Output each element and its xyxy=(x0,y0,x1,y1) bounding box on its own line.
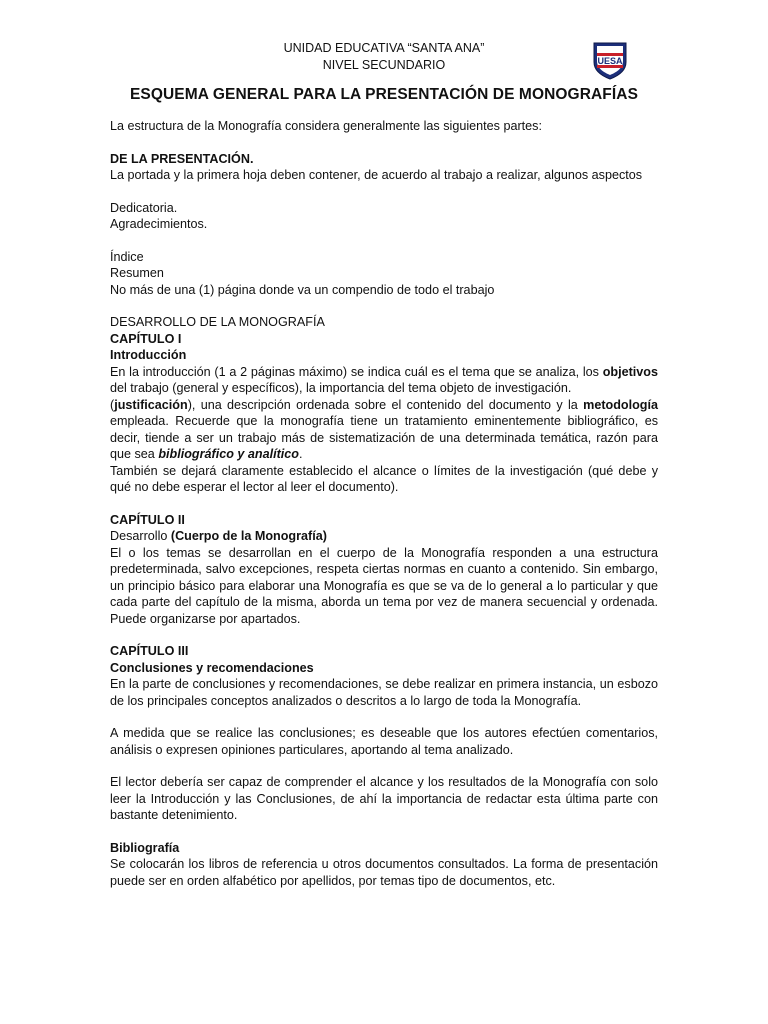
presentation-heading: DE LA PRESENTACIÓN. xyxy=(110,151,254,166)
intro-paragraph: La estructura de la Monografía considera generalmente las siguientes partes: xyxy=(110,119,542,133)
school-level: NIVEL SECUNDARIO xyxy=(322,58,446,72)
bibliography-text: Se colocarán los libros de referencia u otros documentos consultados. La forma de presentación puede ser en orden alfabético por apellidos, por temas tipo de documentos, etc. xyxy=(110,857,658,888)
chapter3-paragraph-3: El lector debería ser capaz de comprender el alcance y los resultados de la Monografía con solo leer la Introducción y las Conclusiones, de ahí la importancia de redactar esta última parte con bastante detenimiento. xyxy=(110,775,658,822)
chapter3-paragraph-1: En la parte de conclusiones y recomendaciones, se debe realizar en primera instancia, un esbozo de los principales conceptos analizados o descritos a lo largo de toda la Monografía. xyxy=(110,677,658,708)
summary-text: No más de una (1) página donde va un compendio de todo el trabajo xyxy=(110,282,495,297)
chapter1-label: CAPÍTULO I xyxy=(110,331,182,346)
logo-text: UESA xyxy=(597,56,623,66)
chapter2-heading: Desarrollo (Cuerpo de la Monografía) xyxy=(110,529,327,543)
document-title: ESQUEMA GENERAL PARA LA PRESENTACIÓN DE MONOGRAFÍAS xyxy=(129,86,639,103)
presentation-text: La portada y la primera hoja deben contener, de acuerdo al trabajo a realizar, algunos aspectos xyxy=(110,168,643,182)
dedication-item: Dedicatoria. xyxy=(110,200,178,215)
chapter2-text: El o los temas se desarrollan en el cuerpo de la Monografía responden a una estructura predeterminada, salvo excepciones, respeta ciertas normas en cuanto a contenido. Sin embargo, un principio básico para elaborar una Monografía es que se va de lo general a lo particular y que cada parte del capítulo de la misma, aborda un tema por vez de manera secuencial y ordenada. Puede organizarse por apartados. xyxy=(110,545,658,626)
school-name: UNIDAD EDUCATIVA “SANTA ANA” xyxy=(283,41,485,55)
index-item: Índice xyxy=(110,249,144,264)
development-heading: DESARROLLO DE LA MONOGRAFÍA xyxy=(110,315,325,329)
chapter3-paragraph-2: A medida que se realice las conclusiones; es deseable que los autores efectúen comentarios, análisis o expresen opiniones particulares, aportando al tema analizado. xyxy=(110,726,658,757)
chapter3-heading: Conclusiones y recomendaciones xyxy=(110,660,314,675)
document-page xyxy=(110,40,658,889)
chapter2-label: CAPÍTULO II xyxy=(110,512,185,527)
chapter3-label: CAPÍTULO III xyxy=(110,644,189,658)
bibliography-heading: Bibliografía xyxy=(110,840,180,855)
chapter1-paragraph-1: En la introducción (1 a 2 páginas máximo) se indica cuál es el tema que se analiza, los objetivos del trabajo (general y específicos), la importancia del tema objeto de investigación. xyxy=(110,364,658,395)
chapter1-paragraph-2: (justificación), una descripción ordenada sobre el contenido del documento y la metodología empleada. Recuerde que la monografía tiene un tratamiento eminentemente bibliográfico, es decir, tiende a ser un trabajo más de sistematización de una determinada temática, razón para que sea bibliográfico y analítico. xyxy=(110,397,658,461)
acknowledgements-item: Agradecimientos. xyxy=(110,217,208,231)
chapter1-heading: Introducción xyxy=(110,348,187,362)
chapter1-paragraph-3: También se dejará claramente establecido el alcance o límites de la investigación (qué debe y qué no debe esperar el lector al leer el documento). xyxy=(110,463,658,494)
summary-heading: Resumen xyxy=(110,266,164,280)
document-header xyxy=(110,40,658,74)
document-body xyxy=(110,118,658,889)
